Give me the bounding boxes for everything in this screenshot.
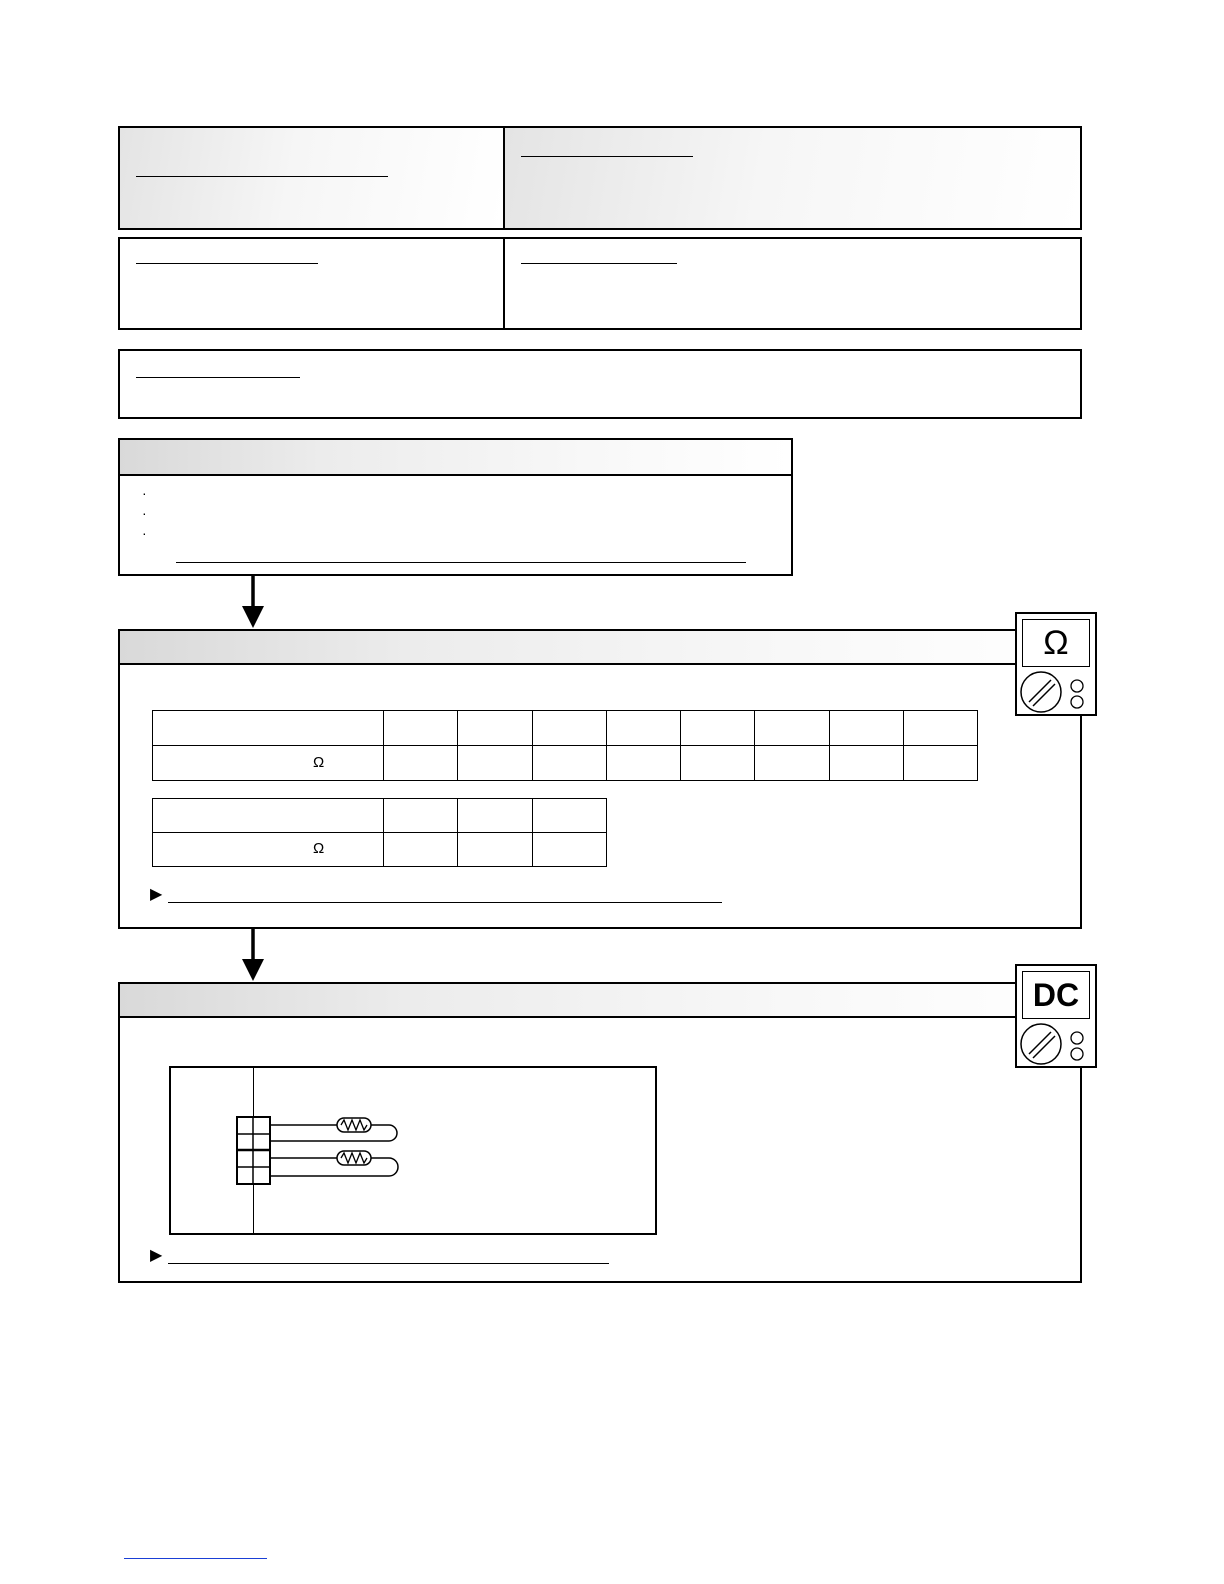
info-left-cell	[118, 237, 505, 330]
step2-box	[118, 629, 1082, 929]
dc-meter-display	[1022, 971, 1090, 1019]
ohm-unit-label: Ω	[313, 754, 325, 771]
header-right-underline	[521, 156, 693, 157]
ohm-unit-label: Ω	[313, 840, 325, 857]
table-row	[153, 833, 607, 867]
footer-link-underline[interactable]	[124, 1558, 267, 1559]
step1-box	[118, 438, 793, 576]
table-row	[153, 711, 978, 746]
ohmmeter-display	[1022, 619, 1090, 667]
flow-arrow-1	[240, 576, 266, 630]
flow-arrow-2	[240, 929, 266, 983]
info-right-cell	[503, 237, 1082, 330]
step2-header	[120, 631, 1080, 665]
step2-triangle-marker: ▶	[150, 886, 163, 903]
header-left-underline	[136, 176, 388, 177]
resistance-table-1	[152, 710, 978, 781]
meter-dial-icon	[1017, 668, 1095, 716]
step1-underline	[176, 562, 746, 563]
step1-bullet-3: ·	[142, 525, 147, 541]
step1-bullet-2: ·	[142, 505, 147, 521]
note-box	[118, 349, 1082, 419]
info-right-underline	[521, 263, 677, 264]
header-right-cell	[503, 126, 1082, 230]
step3-box	[118, 982, 1082, 1283]
dc-label: DC	[1032, 976, 1080, 1013]
dc-voltmeter-icon	[1015, 964, 1097, 1068]
note-underline	[136, 377, 300, 378]
ohmmeter-icon	[1015, 612, 1097, 716]
thermistor-wiring-diagram	[169, 1066, 657, 1235]
step2-result-underline	[168, 902, 722, 903]
ohm-symbol: Ω	[1043, 623, 1069, 662]
step1-header	[120, 440, 791, 476]
table-row	[153, 799, 607, 833]
step3-header	[120, 984, 1080, 1018]
step1-bullet-1: ·	[142, 485, 147, 501]
info-left-underline	[136, 263, 318, 264]
table-row	[153, 746, 978, 781]
resistance-table-2	[152, 798, 607, 867]
header-left-cell	[118, 126, 505, 230]
meter-dial-icon	[1017, 1020, 1095, 1068]
step3-triangle-marker: ▶	[150, 1247, 163, 1264]
step3-result-underline	[168, 1263, 609, 1264]
connector-thermistor-icon	[231, 1112, 411, 1192]
